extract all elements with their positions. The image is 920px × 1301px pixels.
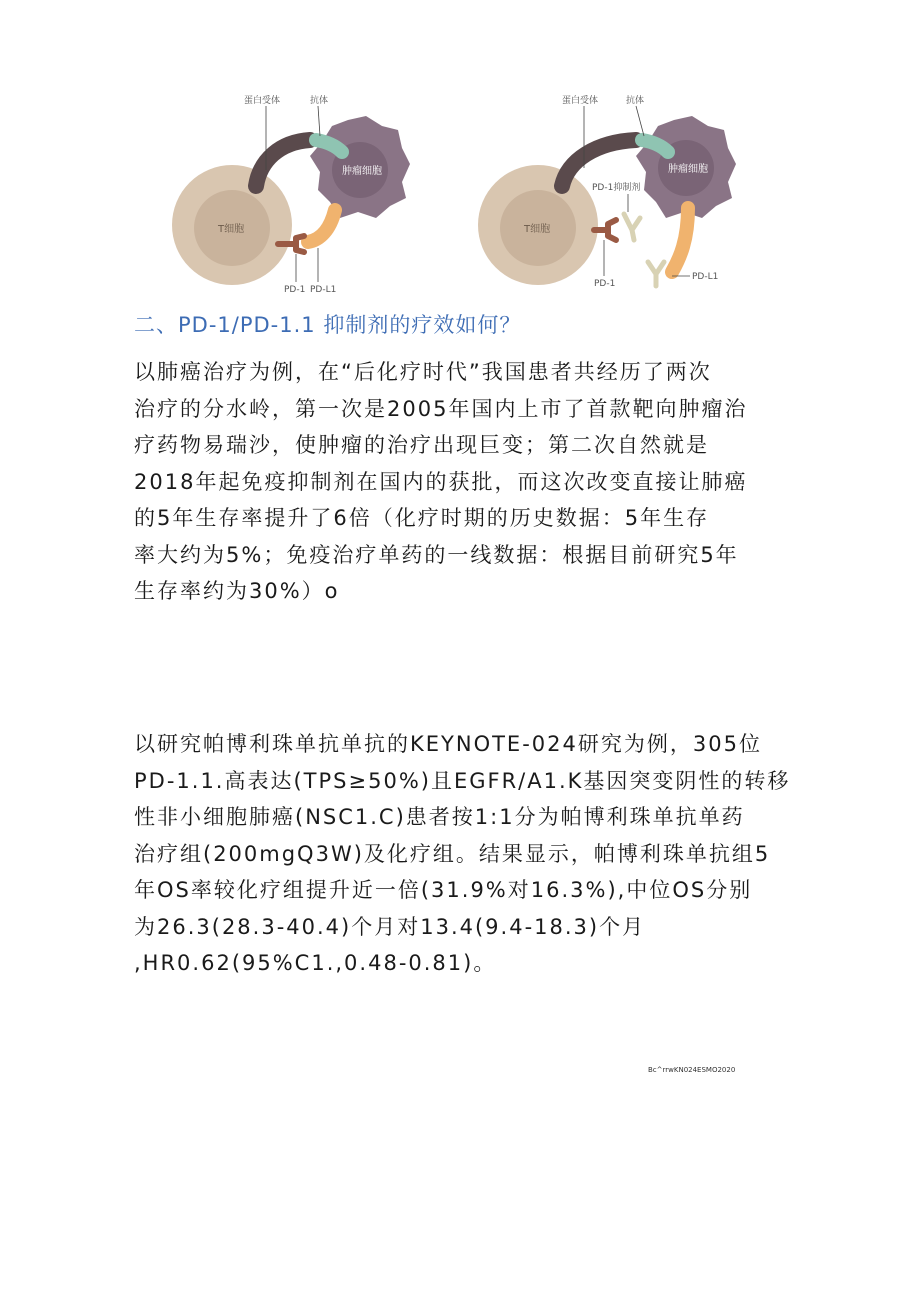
- section-heading: 二、PD-1/PD-1.1 抑制剂的疗效如何？: [134, 313, 522, 337]
- pdl1-label: PD-L1: [310, 285, 337, 295]
- pd1-binding-diagram: [170, 90, 410, 300]
- paragraph-line: 的5年生存率提升了6倍（化疗时期的历史数据：5年生存: [134, 506, 710, 530]
- paragraph-line: 治疗的分水岭，第一次是2005年国内上市了首款靶向肿瘤治: [134, 396, 748, 421]
- figure-pd1-binding: [170, 90, 410, 300]
- paragraph-line: 疗药物易瑞沙，使肿瘤的治疗出现巨变；第二次自然就是: [134, 433, 709, 457]
- paragraph-line: 2018年起免疫抑制剂在国内的获批，而这次改变直接让肺癌: [134, 469, 748, 494]
- paragraph-line: ,HR0.62(95%C1.,0.48-0.81)。: [134, 951, 497, 975]
- tumor-cell-label: 肿瘤细胞: [668, 164, 708, 175]
- figure-pd1-inhibitor: [476, 90, 756, 300]
- inhibitor-shape-1: [624, 214, 640, 240]
- paragraph-keynote: [134, 726, 814, 982]
- tumor-cell-label: 肿瘤细胞: [342, 166, 382, 177]
- pdl1-shape: [672, 208, 688, 272]
- pd1-label: PD-1: [594, 279, 616, 289]
- inhibitor-label: PD-1抑制剂: [592, 183, 641, 193]
- receptor-shape: [256, 140, 310, 186]
- paragraph-line: PD-1.1.高表达(TPS≥50%)且EGFR/A1.K基因突变阴性的转移: [134, 768, 791, 793]
- receptor-label: 蛋白受体: [562, 96, 599, 106]
- antibody-label: 抗体: [626, 96, 645, 106]
- paragraph-line: 生存率约为30%）o: [134, 579, 340, 603]
- pd1-label: PD-1: [284, 285, 306, 295]
- antibody-label: 抗体: [310, 96, 329, 106]
- pdl1-label: PD-L1: [692, 272, 719, 282]
- t-cell-label: T细胞: [524, 224, 551, 235]
- paragraph-line: 率大约为5%；免疫治疗单药的一线数据：根据目前研究5年: [134, 542, 739, 567]
- paragraph-line: 年OS率较化疗组提升近一倍(31.9%对16.3%),中位OS分别: [134, 878, 753, 902]
- receptor-label: 蛋白受体: [244, 96, 281, 106]
- antibody-leader: [636, 106, 644, 136]
- paragraph-line: 以研究帕博利珠单抗单抗的KEYNOTE-024研究为例，305位: [134, 732, 762, 756]
- pdl1-shape: [308, 210, 335, 242]
- t-cell-label: T细胞: [218, 224, 245, 235]
- inhibitor-shape-2: [648, 262, 664, 286]
- paragraph-line: 为26.3(28.3-40.4)个月对13.4(9.4-18.3)个月: [134, 914, 646, 939]
- antibody-leader: [318, 106, 320, 136]
- paragraph-line: 以肺癌治疗为例，在“后化疗时代”我国患者共经历了两次: [134, 360, 712, 384]
- source-note: Bc^rrwKN024ESMO2020: [648, 1066, 736, 1074]
- pd1-inhibitor-diagram: [476, 90, 756, 300]
- paragraph-line: 治疗组(200mgQ3W)及化疗组。结果显示，帕博利珠单抗组5: [134, 841, 771, 866]
- paragraph-line: 性非小细胞肺癌(NSC1.C)患者按1:1分为帕博利珠单抗单药: [134, 805, 745, 829]
- paragraph-survival: [134, 354, 814, 610]
